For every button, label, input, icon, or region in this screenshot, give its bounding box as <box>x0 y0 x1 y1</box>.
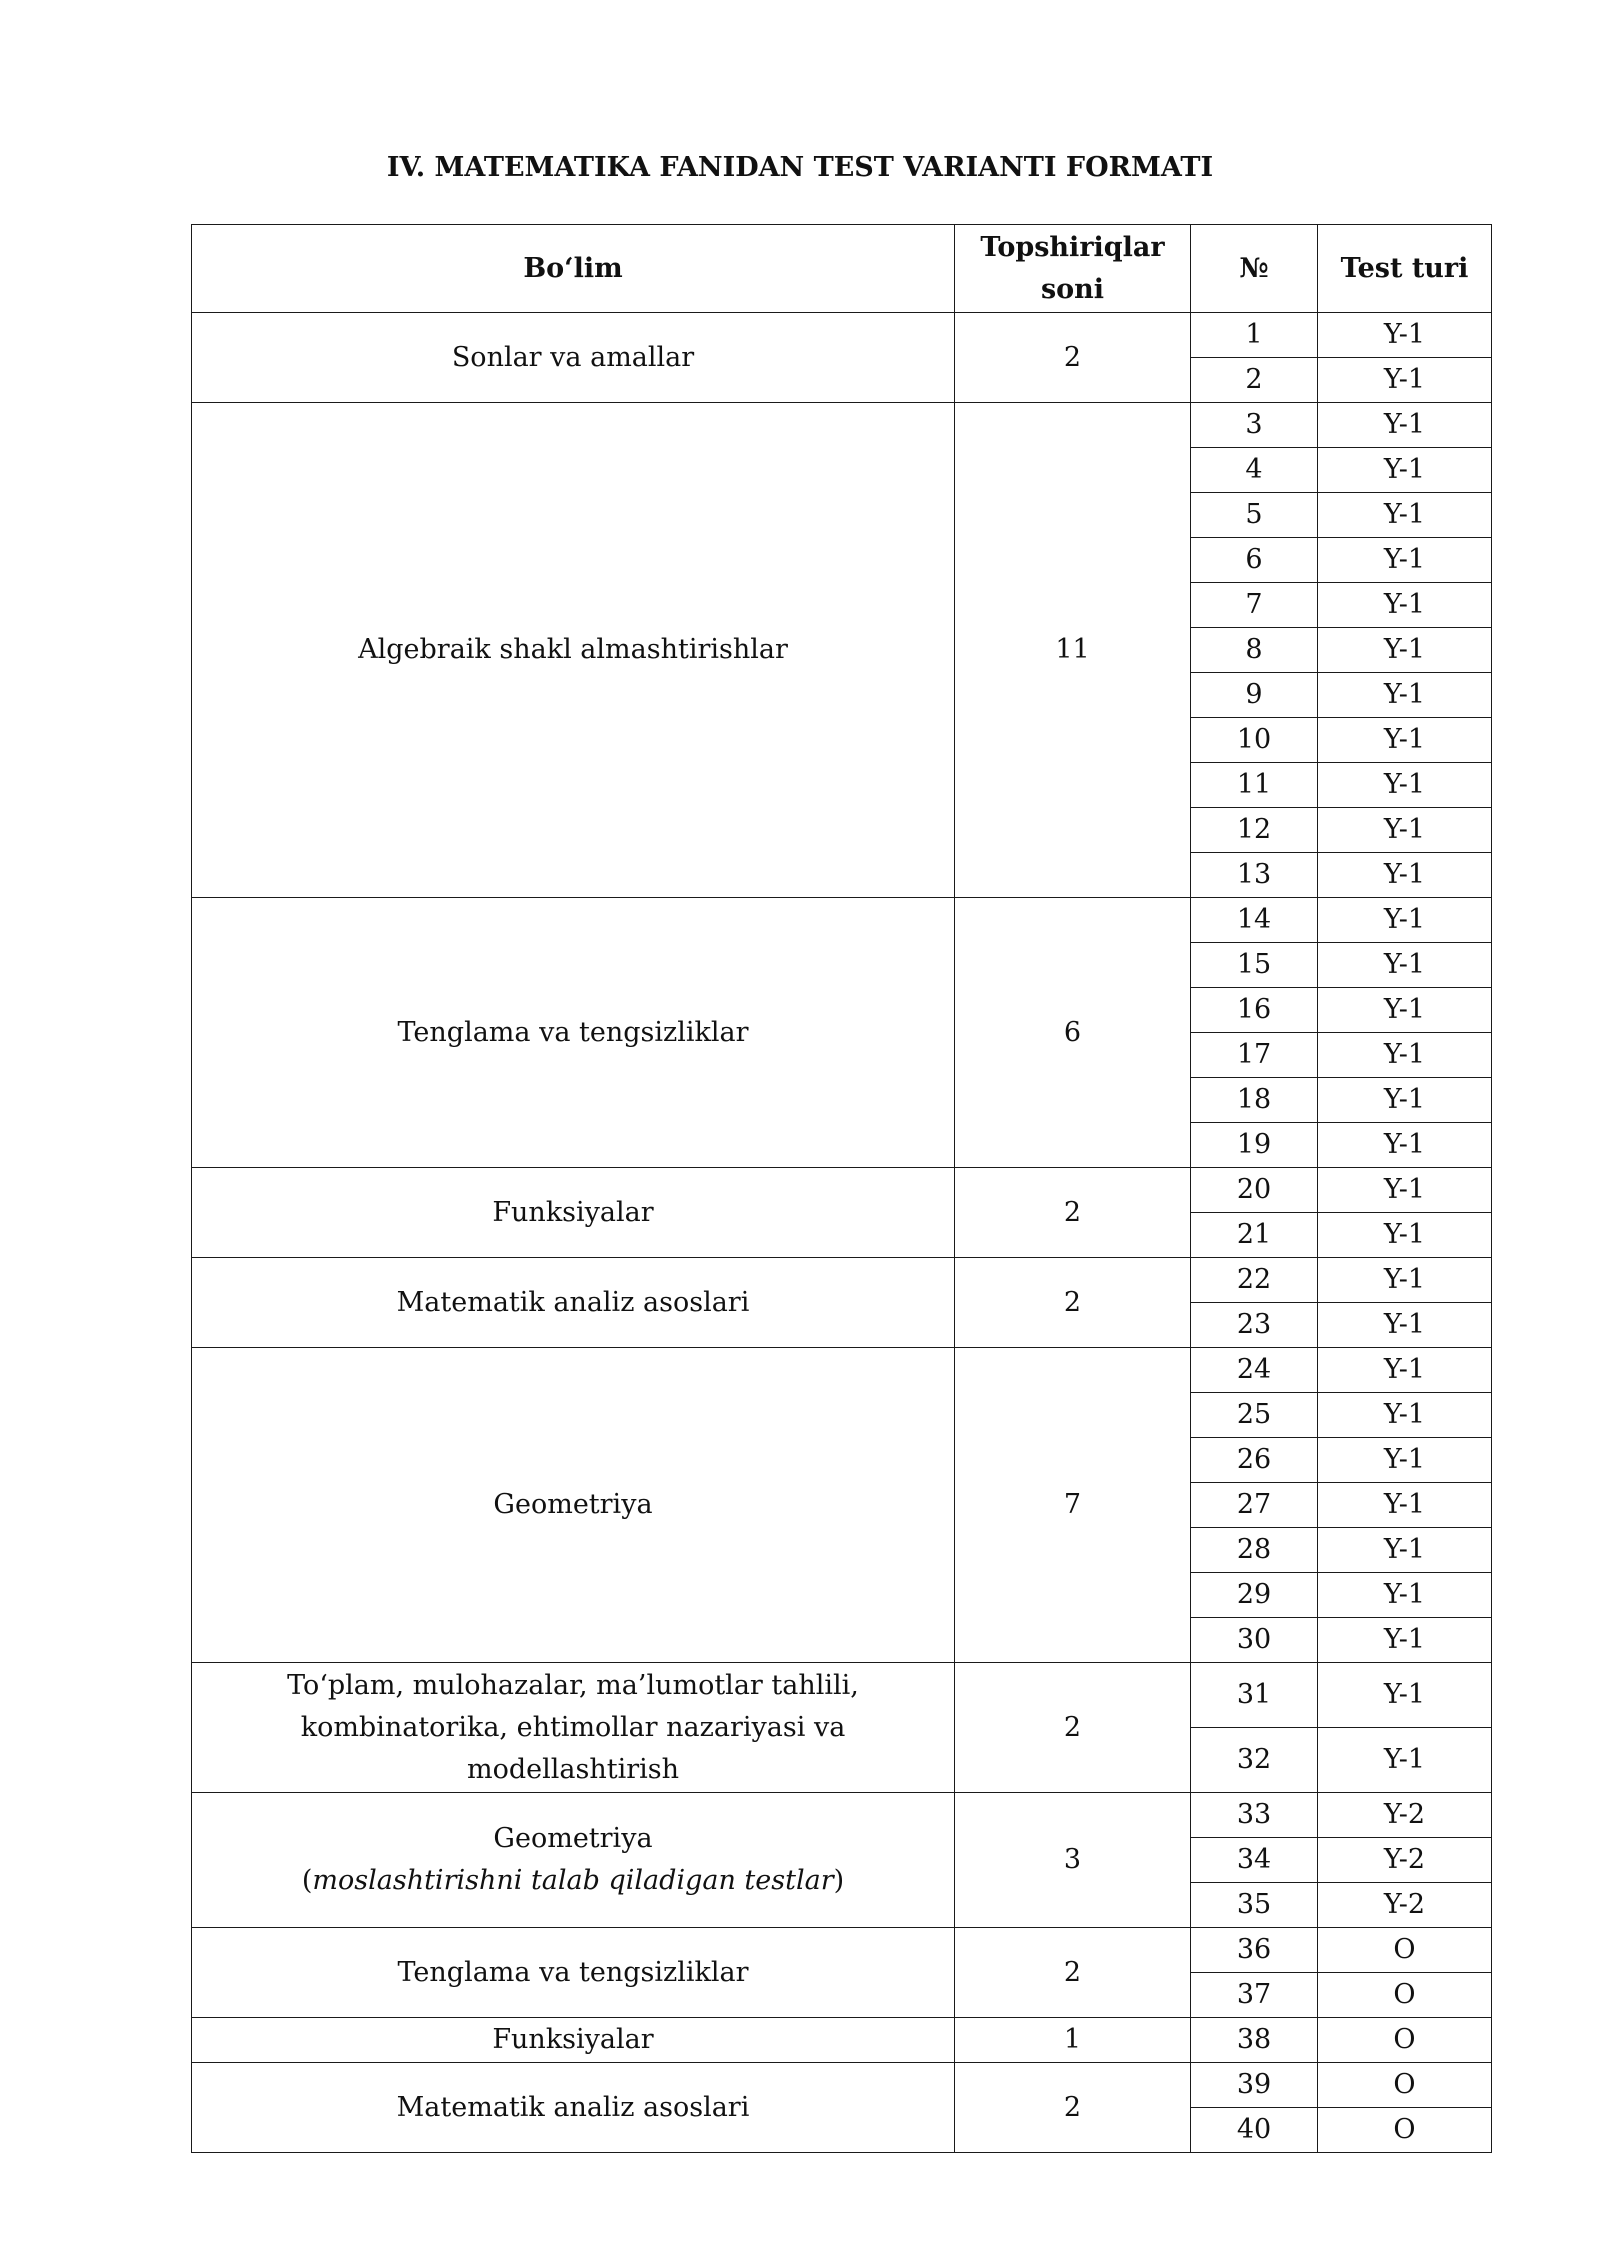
test-type-cell: Y-1 <box>1318 403 1492 448</box>
test-type-cell: Y-1 <box>1318 313 1492 358</box>
section-subtitle-text: moslashtirishni talab qiladigan testlar <box>312 1865 834 1896</box>
section-name-cell <box>192 1168 955 1258</box>
test-type-cell: Y-2 <box>1318 1838 1492 1883</box>
task-number-cell: 15 <box>1191 943 1318 988</box>
test-type-cell: Y-1 <box>1318 808 1492 853</box>
task-number-cell: 9 <box>1191 673 1318 718</box>
task-number-cell: 23 <box>1191 1303 1318 1348</box>
section-name-cell <box>192 313 955 403</box>
task-number-cell: 32 <box>1191 1728 1318 1793</box>
header-topshiriqlar-line1: Topshiriqlar <box>980 231 1165 263</box>
task-number-cell: 17 <box>1191 1033 1318 1078</box>
test-type-cell: Y-2 <box>1318 1793 1492 1838</box>
test-type-cell: Y-1 <box>1318 1573 1492 1618</box>
table-body <box>192 313 1492 2153</box>
section-name: Tenglama va tengsizliklar <box>397 1016 749 1048</box>
task-number-cell: 33 <box>1191 1793 1318 1838</box>
section-count-cell: 2 <box>955 313 1191 403</box>
section-name-cell <box>192 2063 955 2153</box>
section-name-cell <box>192 898 955 1168</box>
test-type-cell: Y-1 <box>1318 673 1492 718</box>
task-number-cell: 5 <box>1191 493 1318 538</box>
task-number-cell: 8 <box>1191 628 1318 673</box>
test-type-cell: Y-1 <box>1318 1438 1492 1483</box>
section-subtitle-close: ) <box>833 1865 845 1896</box>
test-type-cell: Y-1 <box>1318 1213 1492 1258</box>
task-number-cell: 34 <box>1191 1838 1318 1883</box>
test-type-cell: Y-1 <box>1318 1618 1492 1663</box>
test-type-cell: Y-1 <box>1318 358 1492 403</box>
task-number-cell: 11 <box>1191 763 1318 808</box>
header-topshiriqlar-line2: soni <box>1040 273 1105 305</box>
section-name: Sonlar va amallar <box>451 341 695 373</box>
header-number: № <box>1191 225 1318 313</box>
task-number-cell: 19 <box>1191 1123 1318 1168</box>
test-type-cell: Y-1 <box>1318 763 1492 808</box>
test-type-cell: Y-1 <box>1318 988 1492 1033</box>
section-name: Tenglama va tengsizliklar <box>397 1956 749 1988</box>
section-count-cell: 1 <box>955 2018 1191 2063</box>
section-name-line: kombinatorika, ehtimollar nazariyasi va <box>300 1711 846 1743</box>
table-row <box>192 898 1492 943</box>
task-number-cell: 10 <box>1191 718 1318 763</box>
section-name-cell <box>192 2018 955 2063</box>
task-number-cell: 38 <box>1191 2018 1318 2063</box>
task-number-cell: 29 <box>1191 1573 1318 1618</box>
task-number-cell: 22 <box>1191 1258 1318 1303</box>
header-bolim: Bo‘lim <box>192 225 955 313</box>
section-name: Matematik analiz asoslari <box>396 1286 750 1318</box>
task-number-cell: 26 <box>1191 1438 1318 1483</box>
section-count-cell: 3 <box>955 1793 1191 1928</box>
section-count-cell: 11 <box>955 403 1191 898</box>
test-format-table <box>191 224 1492 2153</box>
test-type-cell: Y-1 <box>1318 853 1492 898</box>
section-name-cell <box>192 403 955 898</box>
test-type-cell: Y-1 <box>1318 583 1492 628</box>
task-number-cell: 2 <box>1191 358 1318 403</box>
section-count-cell: 7 <box>955 1348 1191 1663</box>
section-name: Algebraik shakl almashtirishlar <box>358 634 788 665</box>
section-count-cell: 2 <box>955 1168 1191 1258</box>
task-number-cell: 28 <box>1191 1528 1318 1573</box>
task-number-cell: 7 <box>1191 583 1318 628</box>
test-type-cell: O <box>1318 1928 1492 1973</box>
test-type-cell: O <box>1318 2108 1492 2153</box>
task-number-cell: 13 <box>1191 853 1318 898</box>
task-number-cell: 14 <box>1191 898 1318 943</box>
test-type-cell: Y-1 <box>1318 1528 1492 1573</box>
section-name-cell <box>192 1663 955 1793</box>
header-test-turi: Test turi <box>1318 225 1492 313</box>
test-type-cell: Y-1 <box>1318 1728 1492 1793</box>
task-number-cell: 36 <box>1191 1928 1318 1973</box>
section-name: Matematik analiz asoslari <box>396 2091 750 2123</box>
table-row <box>192 2063 1492 2108</box>
task-number-cell: 31 <box>1191 1663 1318 1728</box>
test-type-cell: Y-1 <box>1318 1303 1492 1348</box>
test-type-cell: Y-1 <box>1318 898 1492 943</box>
section-count-cell: 2 <box>955 1928 1191 2018</box>
task-number-cell: 12 <box>1191 808 1318 853</box>
test-type-cell: Y-1 <box>1318 1348 1492 1393</box>
page-title: IV. MATEMATIKA FANIDAN TEST VARIANTI FORMATI <box>386 152 1214 183</box>
task-number-cell: 1 <box>1191 313 1318 358</box>
task-number-cell: 3 <box>1191 403 1318 448</box>
task-number-cell: 40 <box>1191 2108 1318 2153</box>
section-name: Funksiyalar <box>492 1196 654 1228</box>
task-number-cell: 20 <box>1191 1168 1318 1213</box>
task-number-cell: 27 <box>1191 1483 1318 1528</box>
test-type-cell: Y-1 <box>1318 718 1492 763</box>
test-type-cell: Y-1 <box>1318 1663 1492 1728</box>
section-count-cell: 2 <box>955 2063 1191 2153</box>
test-type-cell: Y-1 <box>1318 1393 1492 1438</box>
table-row <box>192 1348 1492 1393</box>
test-type-cell: Y-1 <box>1318 1078 1492 1123</box>
test-type-cell: Y-1 <box>1318 1033 1492 1078</box>
test-type-cell: Y-1 <box>1318 1483 1492 1528</box>
test-type-cell: Y-2 <box>1318 1883 1492 1928</box>
table-row <box>192 1793 1492 1838</box>
section-count-cell: 2 <box>955 1663 1191 1793</box>
table-row <box>192 313 1492 358</box>
section-name-cell <box>192 1348 955 1663</box>
section-name: Funksiyalar <box>492 2024 654 2055</box>
section-name-cell <box>192 1793 955 1928</box>
test-type-cell: O <box>1318 2018 1492 2063</box>
section-count-cell: 2 <box>955 1258 1191 1348</box>
task-number-cell: 18 <box>1191 1078 1318 1123</box>
section-name-line: modellashtirish <box>466 1753 679 1785</box>
test-type-cell: Y-1 <box>1318 448 1492 493</box>
task-number-cell: 4 <box>1191 448 1318 493</box>
task-number-cell: 35 <box>1191 1883 1318 1928</box>
test-type-cell: Y-1 <box>1318 1123 1492 1168</box>
test-type-cell: Y-1 <box>1318 1258 1492 1303</box>
test-type-cell: O <box>1318 1973 1492 2018</box>
section-name: Geometriya <box>493 1489 653 1520</box>
table-row <box>192 2018 1492 2063</box>
section-name-cell <box>192 1258 955 1348</box>
task-number-cell: 6 <box>1191 538 1318 583</box>
test-type-cell: Y-1 <box>1318 538 1492 583</box>
section-count-cell: 6 <box>955 898 1191 1168</box>
header-topshiriqlar-soni <box>955 225 1191 313</box>
section-name-line: To‘plam, mulohazalar, ma’lumotlar tahlili, <box>287 1669 859 1701</box>
table-row <box>192 1258 1492 1303</box>
test-type-cell: Y-1 <box>1318 628 1492 673</box>
test-type-cell: Y-1 <box>1318 1168 1492 1213</box>
section-name-cell <box>192 1928 955 2018</box>
task-number-cell: 30 <box>1191 1618 1318 1663</box>
table-row <box>192 403 1492 448</box>
section-name: Geometriya <box>493 1823 653 1854</box>
section-subtitle-open: ( <box>301 1865 313 1896</box>
test-type-cell: Y-1 <box>1318 943 1492 988</box>
task-number-cell: 16 <box>1191 988 1318 1033</box>
test-type-cell: O <box>1318 2063 1492 2108</box>
table-row <box>192 1168 1492 1213</box>
task-number-cell: 25 <box>1191 1393 1318 1438</box>
table-row <box>192 1928 1492 1973</box>
table-row <box>192 1663 1492 1728</box>
section-subtitle <box>192 1860 954 1902</box>
task-number-cell: 39 <box>1191 2063 1318 2108</box>
task-number-cell: 24 <box>1191 1348 1318 1393</box>
task-number-cell: 21 <box>1191 1213 1318 1258</box>
table-header-row <box>192 225 1492 313</box>
task-number-cell: 37 <box>1191 1973 1318 2018</box>
test-type-cell: Y-1 <box>1318 493 1492 538</box>
